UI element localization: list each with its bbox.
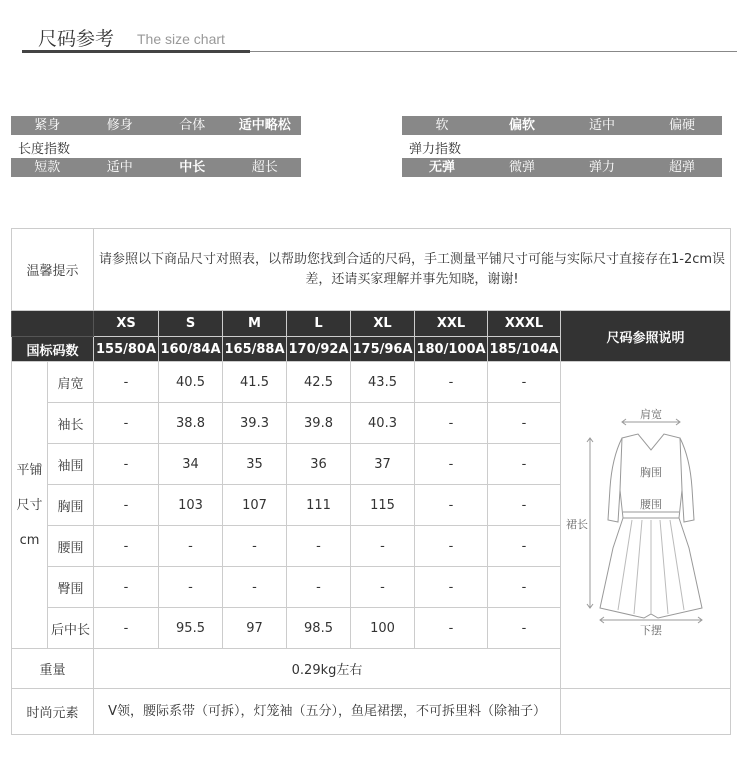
elastic-index-option-selected: 无弹	[428, 160, 455, 175]
elastic-index-option: 微弹	[508, 160, 535, 175]
elastic-index-scale-top	[402, 116, 722, 135]
length-index-option: 短款	[34, 160, 61, 175]
table-row: 平铺 尺寸 cm 肩宽 - 40.5 41.5 42.5 43.5 - - 肩宽 胸围 腰围 裙长 下摆	[12, 362, 731, 403]
elastic-index-option: 偏硬	[668, 118, 695, 133]
length-index-option: 紧身	[34, 118, 61, 133]
table-row: 臀围 - - - - - - -	[12, 567, 731, 608]
national-size: 180/100A	[415, 337, 488, 362]
size-header: XS	[94, 311, 159, 337]
measure-name: 胸围	[48, 485, 94, 526]
national-standard-label: 国标码数	[12, 337, 94, 362]
weight-value: 0.29kg左右	[94, 649, 561, 689]
weight-label: 重量	[12, 649, 94, 689]
tip-text: 请参照以下商品尺寸对照表，以帮助您找到合适的尺码，手工测量平铺尺寸可能与实际尺寸直接存在1-2cm误差，还请买家理解并事先知晓，谢谢!	[94, 229, 731, 311]
table-row: 袖围 - 34 35 36 37 - -	[12, 444, 731, 485]
chest-label: 胸围	[639, 466, 662, 479]
national-size: 160/84A	[159, 337, 223, 362]
length-index-option: 超长	[251, 160, 278, 175]
national-size: 185/104A	[488, 337, 561, 362]
header-rule	[250, 51, 737, 52]
national-size: 170/92A	[287, 337, 351, 362]
elastic-index-option: 软	[435, 118, 449, 133]
waist-band	[623, 512, 679, 518]
measure-name: 袖长	[48, 403, 94, 444]
table-row: 胸围 - 103 107 111 115 - -	[12, 485, 731, 526]
elastic-index-scale-bottom	[402, 158, 722, 177]
length-index-option-selected: 适中略松	[238, 118, 291, 133]
size-header: L	[287, 311, 351, 337]
length-index-option: 合体	[179, 118, 206, 133]
table-row: 袖长 - 38.8 39.3 39.8 40.3 - -	[12, 403, 731, 444]
length-index-option: 修身	[106, 118, 133, 133]
size-header: S	[159, 311, 223, 337]
hem-label: 下摆	[639, 624, 662, 637]
dress-diagram-cell	[561, 362, 731, 689]
measure-name: 袖围	[48, 444, 94, 485]
dress-diagram	[566, 408, 726, 638]
size-header: M	[223, 311, 287, 337]
elastic-index-label: 弹力指数	[409, 142, 462, 157]
length-index-scale-top	[11, 116, 301, 135]
fashion-value: V领，腰际系带（可拆），灯笼袖（五分），鱼尾裙摆，不可拆里料（除袖子）	[94, 689, 561, 735]
national-size: 165/88A	[223, 337, 287, 362]
shoulder-label: 肩宽	[639, 408, 662, 421]
size-header: XXL	[415, 311, 488, 337]
waist-label: 腰围	[639, 498, 662, 511]
measure-name: 臀围	[48, 567, 94, 608]
title-underline	[22, 50, 250, 53]
tip-label: 温馨提示	[12, 229, 94, 311]
national-size: 155/80A	[94, 337, 159, 362]
length-index-option-selected: 中长	[179, 160, 206, 175]
size-header: XXXL	[488, 311, 561, 337]
length-index-label: 长度指数	[18, 142, 71, 157]
measure-name: 后中长	[48, 608, 94, 649]
table-row: 后中长 - 95.5 97 98.5 100 - -	[12, 608, 731, 649]
national-size: 175/96A	[351, 337, 415, 362]
page-title: 尺码参考	[38, 28, 115, 50]
skirt-folds	[618, 520, 684, 614]
length-label: 裙长	[565, 518, 588, 531]
size-table	[11, 228, 731, 735]
size-guide-header: 尺码参照说明	[561, 311, 731, 362]
size-header: XL	[351, 311, 415, 337]
tip-row	[12, 229, 731, 311]
table-row: 腰围 - - - - - - -	[12, 526, 731, 567]
elastic-index-option: 弹力	[588, 160, 615, 175]
fashion-row	[12, 689, 731, 735]
flat-measure-group-label: 平铺 尺寸 cm	[12, 362, 48, 649]
measure-name: 腰围	[48, 526, 94, 567]
length-index-scale-bottom	[11, 158, 301, 177]
fashion-label: 时尚元素	[12, 689, 94, 735]
length-index-option: 适中	[106, 160, 133, 175]
elastic-index-option: 适中	[588, 118, 615, 133]
elastic-index-option-selected: 偏软	[508, 118, 535, 133]
elastic-index-option: 超弹	[668, 160, 695, 175]
size-header-row	[12, 311, 731, 337]
page-subtitle: The size chart	[137, 31, 225, 47]
measure-name: 肩宽	[48, 362, 94, 403]
